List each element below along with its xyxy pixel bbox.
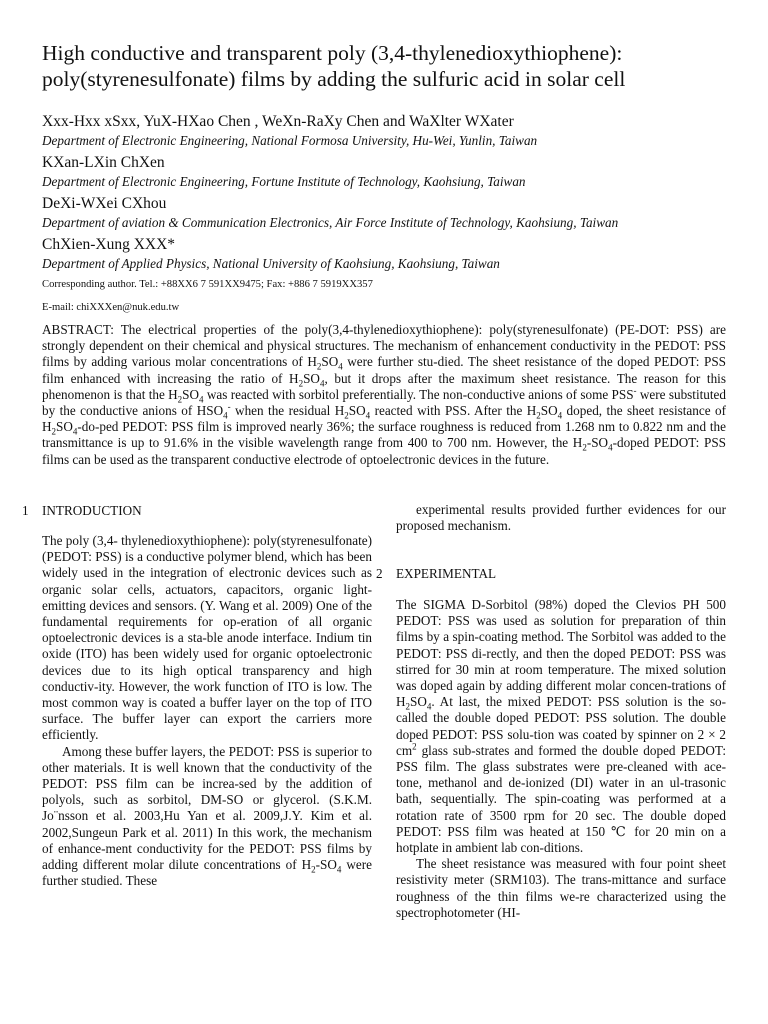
section-heading-experimental: [376, 566, 496, 582]
right-column-continuation: experimental results provided further evidences for our proposed mechanism.: [396, 502, 726, 534]
experimental-paragraph-1: The SIGMA D-Sorbitol (98%) doped the Clevios PH 500 PEDOT: PSS was used as solution for preparation of thin films by a spin-coating method. The Sorbitol was added to the PEDOT: PSS di-rectly, and then the doped PEDOT: PSS was stirred for 30 min at room temperature. The mixed solution was doped again by adding different molar concen-trations of $H_2SO_4$. At last, the mixed PEDOT: PSS solution is the so-called the double doped PEDOT: PSS solution. The double doped PEDOT: PSS solu-tion was coated by spinner on 2 × 2 $cm^2$ glass sub-strates and formed the double doped PEDOT: PSS film. The glass substrates were pre-cleaned with ace-tone, methanol and de-ionized (DI) water in an ul-trasonic bath, sequentially. The spin-coating was performed at a rotation rate of 3500 rpm for 20 sec. The double doped PEDOT: PSS film was heated at 150 ℃ for 20 min on a hotplate in ambient lab con-ditions.: [396, 597, 726, 856]
paper-title: [42, 40, 742, 92]
author-group-2: KXan-LXin ChXen: [42, 154, 165, 171]
author-group-1: Xxx-Hxx xSxx, YuX-HXao Chen , WeXn-RaXy Chen and WaXlter WXater: [42, 113, 514, 130]
intro-paragraph-1: The poly (3,4- thylenedioxythiophene): poly(styrenesulfonate) (PEDOT: PSS) is a conductive polymer blend, which has been widely used in the integration of electronic devices such as organic solar cells, actuators, capacitors, organic light-emitting devices and sensors. (Y. Wang et al. 2009) One of the fundamental requirements for op-eration of all organic optoelectronic devices is a sta-ble anode interface. Indium tin oxide (ITO) has been widely used for organic optoelectronic devices due to its high optical transparency and high conductiv-ity. However, the work function of ITO is low. The most common way is coated a buffer layer on the top of ITO surface. The buffer layer can export the carriers more efficiently.: [42, 533, 372, 743]
abstract: ABSTRACT: The electrical properties of the poly(3,4-thylenedioxythiophene): poly(styrenesulfonate) (PE-DOT: PSS) are strongly dependent on their chemical and physical structures. The mechanism of enhancement conductivity in the PEDOT: PSS films by adding various molar concentrations of $H_2SO_4$ were further stu-died. The sheet resistance of the doped PEDOT: PSS film enhanced with increasing the ratio of $H_2SO_4$, but it drops after the maximum sheet resistance. The reason for this phenomenon is that the $H_2SO_4$ was reacted with sorbitol preferentially. The non-conductive anions of some PSS- were substituted by the conductive anions of $HSO_4^-$ when the residual $H_2SO_4$ reacted with PSS. After the $H_2SO_4$ doped, the sheet resistance of $H_2SO_4-do$-ped PEDOT: PSS film is improved nearly 36%; the surface roughness is reduced from 1.268 nm to 0.822 nm and the transmittance is up to 91.6% in the visible wavelength range from 400 to 700 nm. However, the $H_2-SO_4$-doped PEDOT: PSS films can be used as the transparent conductive electrode of optoelectronic devices in the future.: [42, 322, 726, 467]
affiliation-4: Department of Applied Physics, National University of Kaohsiung, Kaohsiung, Taiwan: [42, 256, 500, 271]
section-title: INTRODUCTION: [42, 503, 142, 518]
title-line-2: poly(styrenesulfonate) films by adding the sulfuric acid in solar cell: [42, 67, 626, 91]
affiliation-2: Department of Electronic Engineering, Fortune Institute of Technology, Kaohsiung, Taiwan: [42, 174, 526, 189]
author-group-4: ChXien-Xung XXX*: [42, 236, 176, 253]
title-line-1: High conductive and transparent poly (3,4-thylenedioxythiophene):: [42, 41, 623, 65]
corresponding-author: Corresponding author. Tel.: +88XX6 7 591XX9475; Fax: +886 7 5919XX357: [42, 279, 373, 290]
affiliation-3: Department of aviation & Communication Electronics, Air Force Institute of Technology, Kaohsiung, Taiwan: [42, 215, 619, 230]
section-title: EXPERIMENTAL: [396, 566, 497, 581]
email: E-mail: chiXXXen@nuk.edu.tw: [42, 302, 180, 313]
experimental-paragraph-2: The sheet resistance was measured with four point sheet resistivity meter (SRM103). The trans-mittance and surface roughness of the thin films we-re characterized using the spectrophotometer (HI-: [396, 856, 726, 920]
section-number: 1: [22, 503, 29, 518]
intro-paragraph-2: Among these buffer layers, the PEDOT: PSS is superior to other materials. It is well known that the conductivity of the PEDOT: PSS film can be increa-sed by the addition of polyols, such as sorbitol, DM-SO or glycerol. (S.K.M. Jo¨nsson et al. 2003,Hu Yan et al. 2009,J.Y. Kim et al. 2002,Sungeun Park et al. 2011) In this work, the mechanism of enhance-ment conductivity for the PEDOT: PSS films by adding different molar dilute concentrations of $H_2-SO_4$ were further studied. These: [42, 743, 373, 889]
section-heading-introduction: [22, 503, 142, 519]
author-group-3: DeXi-WXei CXhou: [42, 195, 167, 212]
experimental-body: [396, 597, 726, 921]
affiliation-1: Department of Electronic Engineering, National Formosa University, Hu-Wei, Yunlin, Taiwan: [42, 133, 538, 148]
section-number: 2: [376, 566, 383, 581]
introduction-body: [42, 533, 372, 889]
